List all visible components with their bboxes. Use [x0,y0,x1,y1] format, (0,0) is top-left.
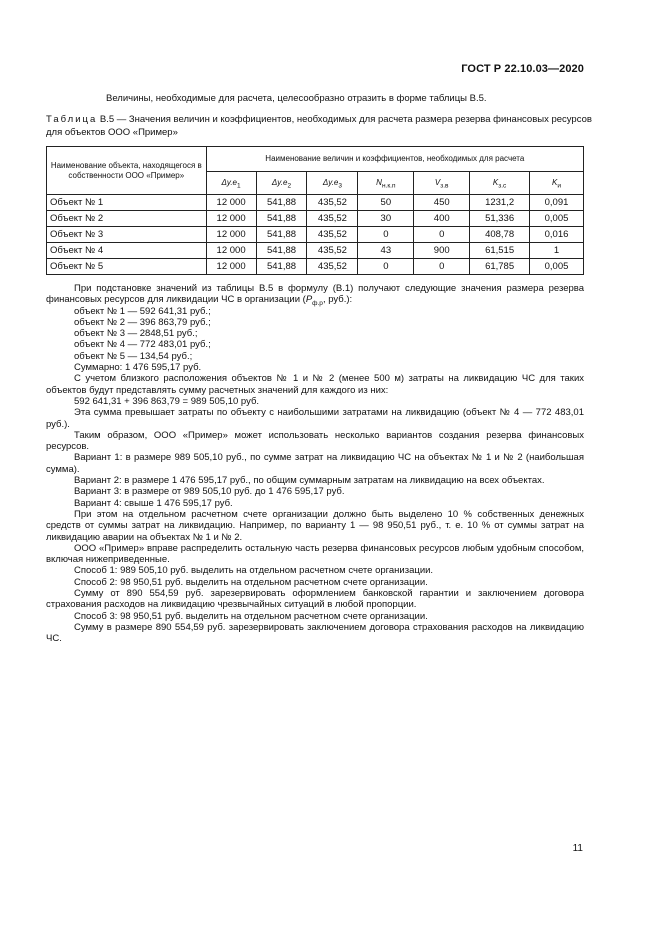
table-cell-value: 541,88 [256,259,307,275]
table-caption [46,114,594,139]
variant-2: Вариант 2: в размере 1 476 595,17 руб., по общим суммарным затратам на ликвидацию на всех объектах. [74,475,545,487]
table-cell-value: 400 [414,211,470,227]
table-cell-value: 0,016 [530,227,584,243]
values-table [46,146,584,275]
table-subheader: $V_{з.в}$ [414,172,470,195]
table-cell-value: 435,52 [307,195,358,211]
variant-3: Вариант 3: в размере от 989 505,10 руб. до 1 476 595,17 руб. [74,486,345,498]
table-cell-value: 450 [414,195,470,211]
page-number: 11 [572,843,583,854]
table-cell-value: 1 [530,243,584,259]
table-cell-value: 0 [414,259,470,275]
table-caption-label: Таблица [46,114,98,125]
method-1: Способ 1: 989 505,10 руб. выделить на отдельном расчетном счете организации. [74,565,434,577]
table-cell-value: 61,785 [470,259,530,275]
table-cell-value: 541,88 [256,195,307,211]
method-2-detail: Сумму от 890 554,59 руб. зарезервировать оформлением банковской гарантии и заключением договора страхования расходов на ликвидацию чрезвычайных ситуаций в любой пропорции. [46,588,584,611]
list-item: объект № 2 — 396 863,79 руб.; [74,316,211,328]
table-cell-value: 12 000 [206,195,256,211]
table-caption-text: В.5 — Значения величин и коэффициентов, необходимых для расчета размера резерва финансовых ресурсов для объектов ООО «Пример» [46,114,592,138]
table-cell-object: Объект № 3 [47,227,207,243]
table-subheader: $\Delta у.е_1$ [206,172,256,195]
table-cell-value: 51,336 [470,211,530,227]
table-cell-value: 900 [414,243,470,259]
table-cell-value: 435,52 [307,259,358,275]
table-row [47,259,584,275]
table-subheader: $K_{з.с}$ [470,172,530,195]
table-row [47,243,584,259]
table-cell-value: 61,515 [470,243,530,259]
results-list [46,306,584,374]
method-3: Способ 3: 98 950,51 руб. выделить на отдельном расчетном счете организации. [74,610,428,622]
table-cell-value: 43 [358,243,414,259]
method-2: Способ 2: 98 950,51 руб. выделить на отдельном расчетном счете организации. [74,576,428,588]
list-item: объект № 1 — 592 641,31 руб.; [74,305,211,317]
table-cell-value: 30 [358,211,414,227]
table-cell-value: 0 [414,227,470,243]
table-row [47,227,584,243]
table-cell-object: Объект № 2 [47,211,207,227]
table-cell-value: 0,005 [530,211,584,227]
table-cell-value: 0,091 [530,195,584,211]
table-cell-value: 0 [358,227,414,243]
body-text [46,283,584,645]
intro-paragraph: Величины, необходимые для расчета, целесообразно отразить в форме таблицы В.5. [106,93,487,104]
table-cell-object: Объект № 1 [47,195,207,211]
table-subheader: $N_{н.к.п}$ [358,172,414,195]
table-cell-value: 541,88 [256,243,307,259]
table-cell-value: 12 000 [206,227,256,243]
variant-1: Вариант 1: в размере 989 505,10 руб., по сумме затрат на ликвидацию ЧС на объектах № 1 и № 2 (наибольшая сумма). [46,452,584,475]
table-row [47,211,584,227]
variant-4: Вариант 4: свыше 1 476 595,17 руб. [74,497,233,509]
paragraph-variants-intro: Таким образом, ООО «Пример» может использовать несколько вариантов создания резерва финансовых ресурсов. [46,429,584,453]
table-cell-value: 12 000 [206,259,256,275]
table-cell-value: 12 000 [206,243,256,259]
table-cell-value: 435,52 [307,211,358,227]
table-cell-value: 0 [358,259,414,275]
paragraph-distribution: ООО «Пример» вправе распределить остальную часть резерва финансовых ресурсов любым удобным способом, включая нижеприведенные. [46,542,584,566]
table-cell-value: 435,52 [307,243,358,259]
table-cell-value: 408,78 [470,227,530,243]
paragraph-ten-percent: При этом на отдельном расчетном счете организации должно быть выделено 10 % собственных денежных средств от суммы затрат на ликвидацию. Например, по варианту 1 — 98 950,51 руб., т. е. 10 % от суммы затрат на ликвидацию аварии на объектах № 1 и № 2. [46,508,584,543]
table-cell-value: 541,88 [256,211,307,227]
paragraph-exceeds: Эта сумма превышает затраты по объекту с наибольшими затратами на ликвидацию (объект № 4 — 772 483,01 руб.). [46,407,584,430]
table-subheader: $K_и$ [530,172,584,195]
standard-header: ГОСТ Р 22.10.03—2020 [461,63,584,75]
table-subheader: $\Delta у.е_3$ [307,172,358,195]
table-cell-value: 12 000 [206,211,256,227]
list-item: Суммарно: 1 476 595,17 руб. [74,362,202,374]
sum-formula: 592 641,31 + 396 863,79 = 989 505,10 руб. [74,395,260,407]
paragraph-substitution: При подстановке значений из таблицы В.5 в формулу (В.1) получают следующие значения размера резерва финансовых ресурсов для ликвидации ЧС в организации ($Р_{ф.р}$, руб.): [46,283,584,308]
method-3-detail: Сумму в размере 890 554,59 руб. зарезервировать заключением договора страхования расходов на ликвидацию ЧС. [46,621,584,645]
table-cell-object: Объект № 5 [47,259,207,275]
list-item: объект № 5 — 134,54 руб.; [74,350,193,362]
paragraph-proximity: С учетом близкого расположения объектов № 1 и № 2 (менее 500 м) затраты на ликвидацию ЧС для таких объектов будут представлять сумму расчетных значений для каждого из них: [46,373,584,396]
table-cell-value: 0,005 [530,259,584,275]
table-header-object: Наименование объекта, находящегося в собственности ООО «Пример» [47,147,207,195]
table-cell-value: 1231,2 [470,195,530,211]
table-row [47,195,584,211]
table-cell-value: 435,52 [307,227,358,243]
table-cell-value: 50 [358,195,414,211]
list-item: объект № 4 — 772 483,01 руб.; [74,339,211,351]
list-item: объект № 3 — 2848,51 руб.; [74,328,198,340]
table-subheader: $\Delta у.е_2$ [256,172,307,195]
table-cell-value: 541,88 [256,227,307,243]
table-header-group: Наименование величин и коэффициентов, необходимых для расчета [206,147,583,172]
table-cell-object: Объект № 4 [47,243,207,259]
